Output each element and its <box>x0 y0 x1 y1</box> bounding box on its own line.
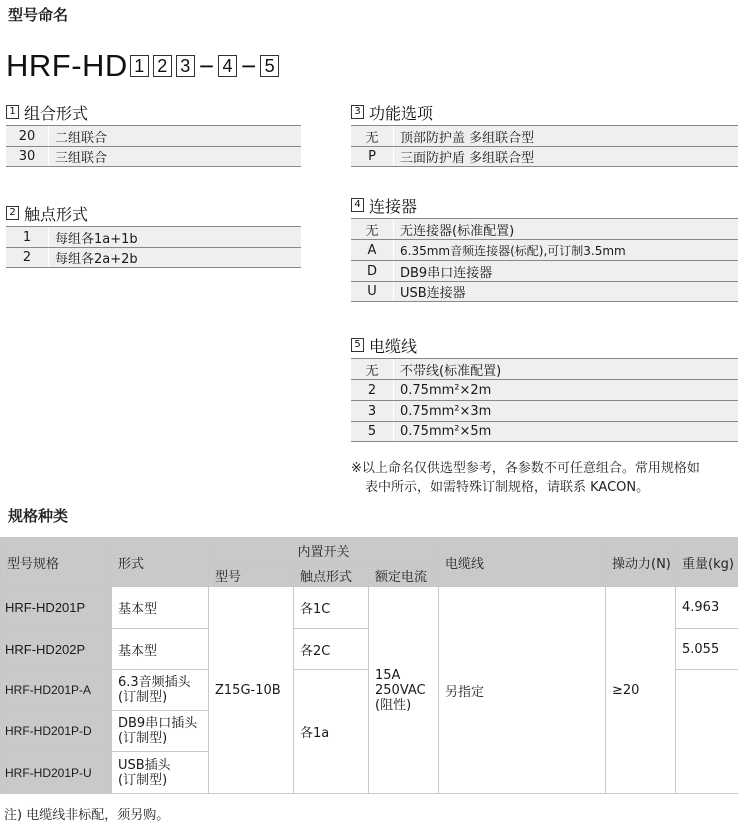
row-form <box>112 711 209 752</box>
option-row <box>351 400 738 421</box>
option-key: 20 <box>18 128 36 144</box>
section-number: 5 <box>351 338 364 352</box>
option-row <box>351 281 738 302</box>
option-row <box>351 421 738 442</box>
header-switch-model: 型号 <box>209 564 294 587</box>
row-model: HRF-HD201P-A <box>1 670 112 711</box>
form-line: USB插头 <box>118 757 171 773</box>
model-dash: − <box>241 50 257 81</box>
row-model: HRF-HD201P <box>1 587 112 629</box>
section-title: 触点形式 <box>24 204 89 224</box>
option-row <box>6 125 301 146</box>
current-line: 250VAC <box>375 682 426 698</box>
cell-force: ≥20 <box>606 587 676 794</box>
option-key: U <box>367 284 377 299</box>
option-row <box>351 358 738 379</box>
current-line: (阻性) <box>375 697 412 713</box>
cell-switch-model: Z15G-10B <box>209 587 294 794</box>
current-line: 15A <box>375 667 401 683</box>
model-box-1: 1 <box>130 55 149 77</box>
option-value: 顶部防护盖 多组联合型 <box>393 126 738 146</box>
section-connector <box>351 195 738 302</box>
option-key: 2 <box>22 250 32 265</box>
section-heading <box>351 195 738 215</box>
option-key: 30 <box>18 149 36 164</box>
option-row <box>351 146 738 167</box>
option-row <box>351 125 738 146</box>
option-key: 1 <box>22 229 32 245</box>
row-model: HRF-HD201P-U <box>1 752 112 794</box>
form-line: (订制型) <box>118 731 168 746</box>
model-code <box>6 48 281 84</box>
section-contact <box>6 203 301 268</box>
header-switch: 内置开关 <box>209 538 439 564</box>
section-combination <box>6 102 301 167</box>
section-number: 1 <box>6 105 19 119</box>
option-row <box>351 260 738 281</box>
option-value: 不带线(标准配置) <box>393 359 738 379</box>
section-number: 4 <box>351 198 364 212</box>
option-value: 0.75mm²×5m <box>393 422 738 441</box>
row-form: 基本型 <box>112 587 209 629</box>
model-dash: − <box>198 50 214 81</box>
section-number: 2 <box>6 206 19 220</box>
option-key: P <box>368 149 376 164</box>
row-model: HRF-HD201P-D <box>1 711 112 752</box>
option-key: 无 <box>365 363 379 379</box>
section-number: 3 <box>351 105 364 119</box>
naming-note <box>351 459 738 497</box>
option-row <box>6 247 301 268</box>
header-force: 操动力(N) <box>606 538 676 587</box>
cell-weight: 4.963 <box>676 587 738 629</box>
cell-weight-empty <box>676 670 738 794</box>
section-cable <box>351 335 738 442</box>
section-heading <box>6 203 301 223</box>
form-line: (订制型) <box>118 772 168 788</box>
option-value: 无连接器(标准配置) <box>393 219 738 239</box>
naming-title: 型号命名 <box>8 6 69 24</box>
option-value: 0.75mm²×2m <box>393 380 738 400</box>
section-title: 连接器 <box>369 196 418 216</box>
cell-contact: 各1a <box>294 670 369 794</box>
option-key: D <box>366 263 377 279</box>
header-contact: 触点形式 <box>294 564 369 587</box>
header-weight: 重量(kg) <box>676 538 738 587</box>
form-line: (订制型) <box>118 690 168 705</box>
section-heading <box>351 102 738 122</box>
option-key: 无 <box>365 130 379 146</box>
row-form <box>112 752 209 794</box>
model-box-3: 3 <box>176 55 195 77</box>
option-row <box>351 239 738 260</box>
row-form: 基本型 <box>112 629 209 670</box>
header-cable: 电缆线 <box>439 538 606 587</box>
cell-current <box>369 587 439 794</box>
option-value: 三面防护盾 多组联合型 <box>393 147 738 166</box>
option-value: 0.75mm²×3m <box>393 401 738 421</box>
section-title: 组合形式 <box>24 103 89 123</box>
option-value: 三组联合 <box>48 147 301 166</box>
section-heading <box>6 102 301 122</box>
option-value: 每组各2a+2b <box>48 248 301 267</box>
form-line: 6.3音频插头 <box>118 675 191 690</box>
note-line: ※以上命名仅供选型参考，各参数不可任意组合。常用规格如 <box>351 461 700 476</box>
note-line: 表中所示，如需特殊订制规格，请联系 KACON。 <box>365 480 650 495</box>
header-current: 额定电流 <box>369 564 439 587</box>
header-model: 型号规格 <box>1 538 112 587</box>
option-value: 二组联合 <box>48 126 301 146</box>
row-form <box>112 670 209 711</box>
option-key: 2 <box>367 382 377 398</box>
section-title: 电缆线 <box>369 336 418 356</box>
option-row <box>6 226 301 247</box>
spec-table <box>0 537 738 794</box>
cell-contact: 各2C <box>294 629 369 670</box>
option-key: A <box>367 242 377 258</box>
option-value: 每组各1a+1b <box>48 227 301 247</box>
option-key: 3 <box>367 403 377 419</box>
row-model: HRF-HD202P <box>1 629 112 670</box>
spec-title: 规格种类 <box>8 507 69 525</box>
section-function <box>351 102 738 167</box>
model-box-4: 4 <box>218 55 237 77</box>
footnote: 注) 电缆线非标配，须另购。 <box>4 808 170 823</box>
model-base: HRF-HD <box>6 48 128 83</box>
option-key: 无 <box>365 223 379 239</box>
option-row <box>351 218 738 239</box>
option-value: USB连接器 <box>393 282 738 301</box>
cell-contact: 各1C <box>294 587 369 629</box>
option-key: 5 <box>367 424 377 439</box>
form-line: DB9串口插头 <box>118 716 198 731</box>
model-box-5: 5 <box>260 55 279 77</box>
cell-weight: 5.055 <box>676 629 738 670</box>
header-form: 形式 <box>112 538 209 587</box>
option-row <box>351 379 738 400</box>
section-heading <box>351 335 738 355</box>
option-row <box>6 146 301 167</box>
option-value: 6.35mm音频连接器(标配),可订制3.5mm <box>393 240 738 260</box>
table-row <box>1 587 738 629</box>
section-title: 功能选项 <box>369 103 434 123</box>
model-box-2: 2 <box>153 55 172 77</box>
cell-cable: 另指定 <box>439 587 606 794</box>
option-value: DB9串口连接器 <box>393 261 738 281</box>
